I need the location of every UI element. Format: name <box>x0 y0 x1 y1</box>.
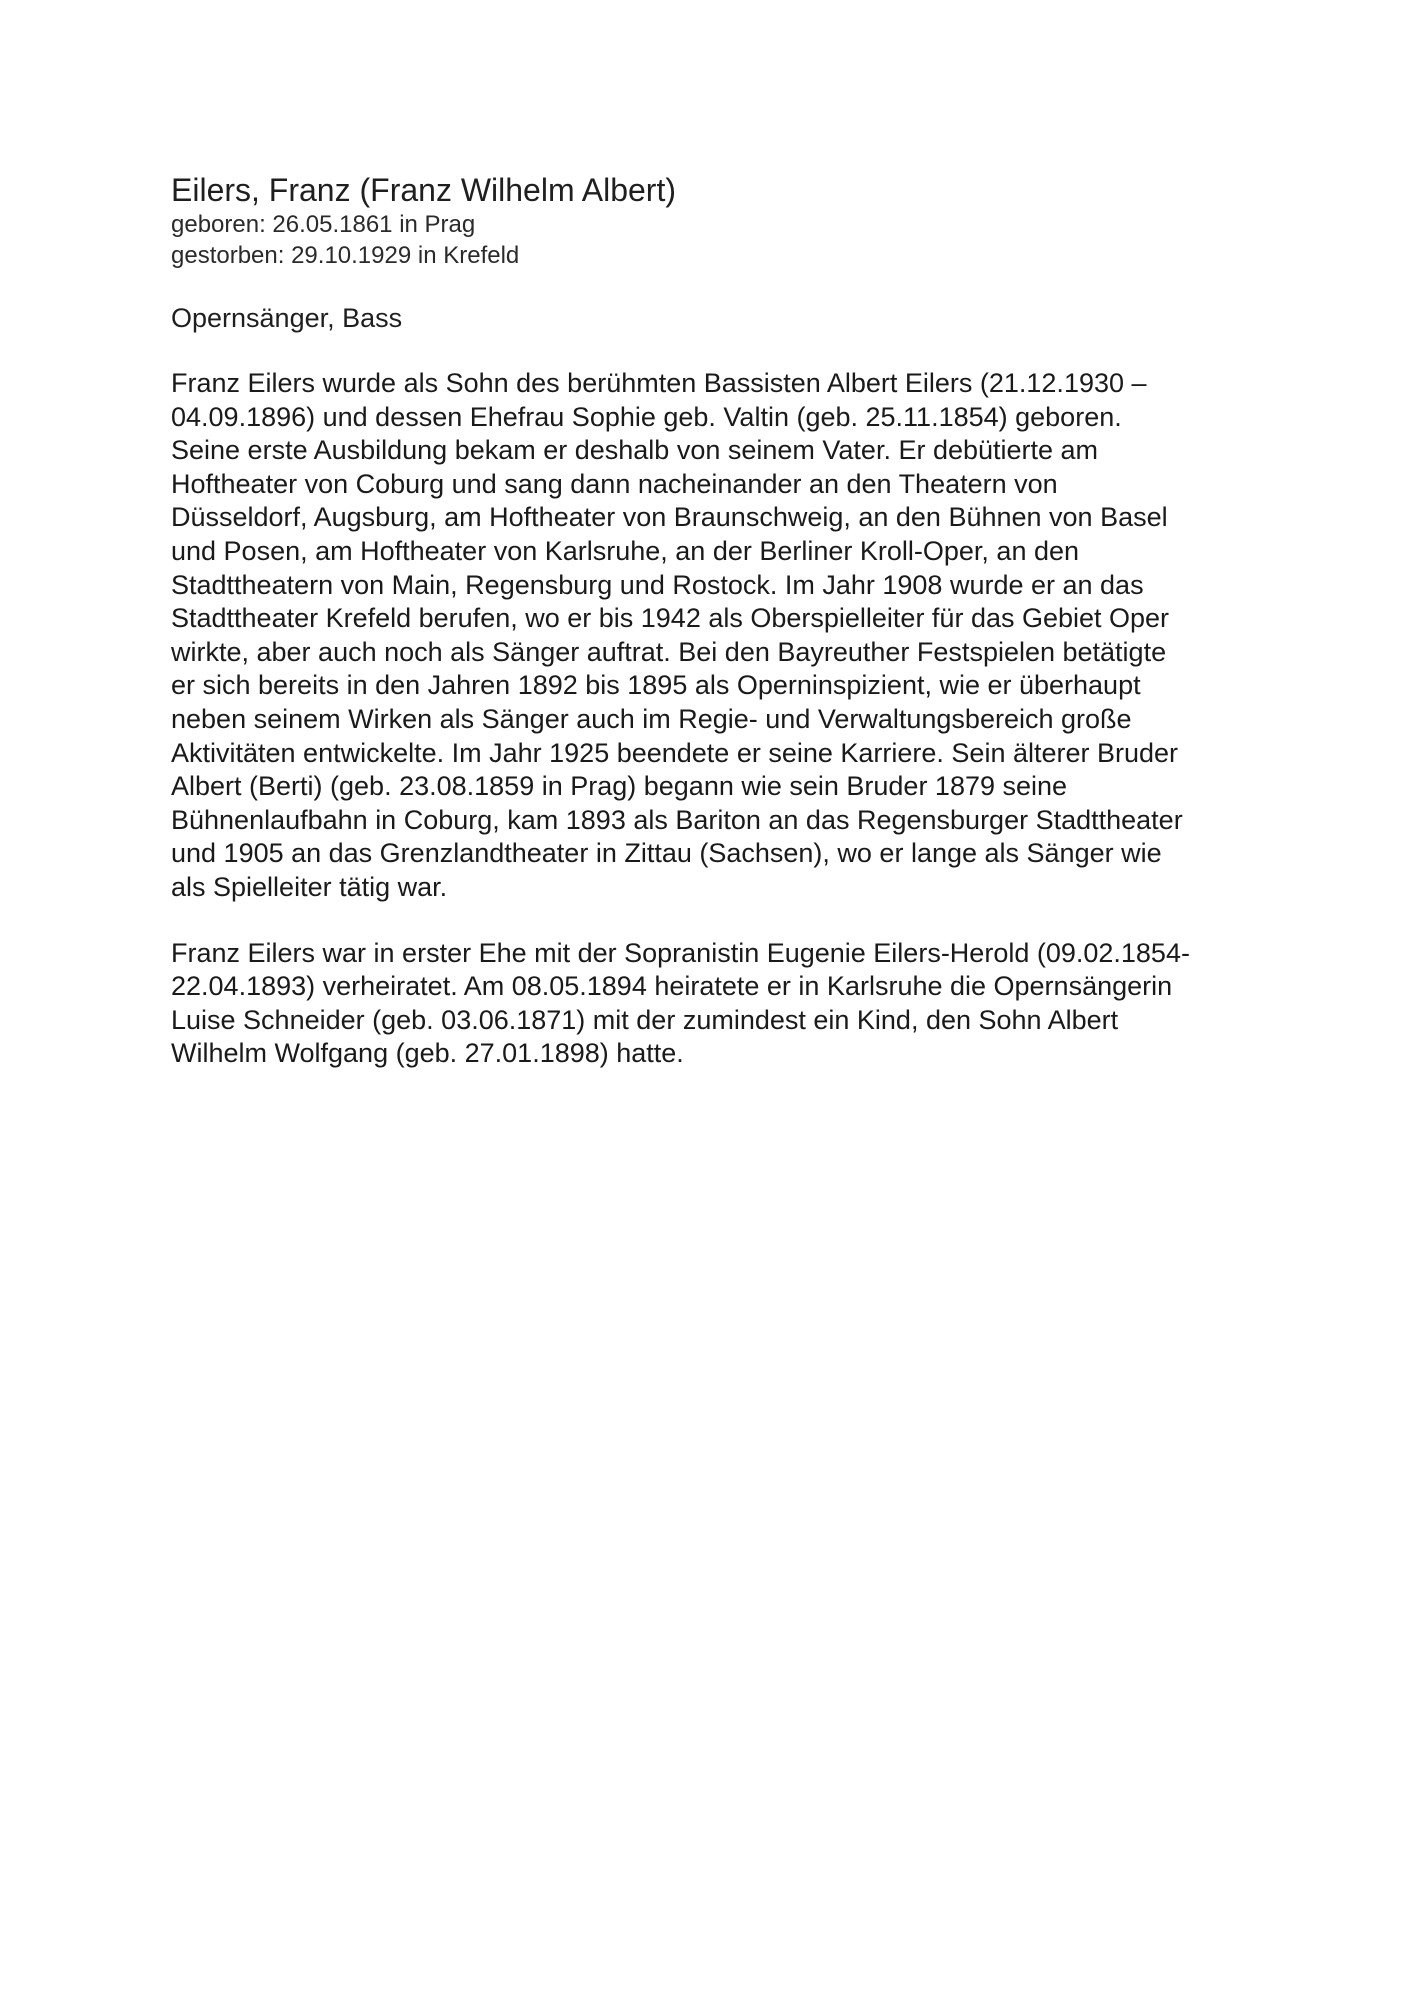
text-line: als Spielleiter tätig war. <box>171 871 448 902</box>
text-line: 22.04.1893) verheiratet. Am 08.05.1894 heiratete er in Karlsruhe die Opernsängerin <box>171 971 1173 1002</box>
text-line: Stadttheater Krefeld berufen, wo er bis 1942 als Oberspielleiter für das Gebiet Oper <box>171 603 1170 634</box>
text-line: neben seinem Wirken als Sänger auch im Regie- und Verwaltungsbereich große <box>171 703 1132 734</box>
text-line: 04.09.1896) und dessen Ehefrau Sophie geb. Valtin (geb. 25.11.1854) geboren. <box>171 401 1122 432</box>
entry-title: Eilers, Franz (Franz Wilhelm Albert) <box>171 172 676 208</box>
text-line: Franz Eilers war in erster Ehe mit der Sopranistin Eugenie Eilers-Herold (09.02.1854- <box>171 937 1190 968</box>
text-line: und 1905 an das Grenzlandtheater in Zittau (Sachsen), wo er lange als Sänger wie <box>171 838 1162 869</box>
text-line: Stadttheatern von Main, Regensburg und Rostock. Im Jahr 1908 wurde er an das <box>171 569 1144 600</box>
birth-info: geboren: 26.05.1861 in Prag <box>171 211 476 238</box>
text-line: Bühnenlaufbahn in Coburg, kam 1893 als Bariton an das Regensburger Stadttheater <box>171 804 1183 835</box>
text-line: er sich bereits in den Jahren 1892 bis 1895 als Operninspizient, wie er überhaupt <box>171 670 1141 701</box>
biography-paragraph-1 <box>171 367 1261 905</box>
text-line: wirkte, aber auch noch als Sänger auftrat. Bei den Bayreuther Festspielen betätigte <box>171 636 1167 667</box>
text-line: Luise Schneider (geb. 03.06.1871) mit der zumindest ein Kind, den Sohn Albert <box>171 1004 1119 1035</box>
text-line: und Posen, am Hoftheater von Karlsruhe, an der Berliner Kroll-Oper, an den <box>171 535 1080 566</box>
biography-paragraph-2 <box>171 937 1261 1071</box>
text-line: Franz Eilers wurde als Sohn des berühmten Bassisten Albert Eilers (21.12.1930 – <box>171 368 1147 398</box>
text-line: Wilhelm Wolfgang (geb. 27.01.1898) hatte. <box>171 1038 684 1069</box>
text-line: Aktivitäten entwickelte. Im Jahr 1925 beendete er seine Karriere. Sein älterer Bruder <box>171 737 1179 768</box>
text-line: Düsseldorf, Augsburg, am Hoftheater von Braunschweig, an den Bühnen von Basel <box>171 502 1168 533</box>
text-line: Seine erste Ausbildung bekam er deshalb von seinem Vater. Er debütierte am <box>171 435 1099 466</box>
profession: Opernsänger, Bass <box>171 303 403 333</box>
death-info: gestorben: 29.10.1929 in Krefeld <box>171 242 520 269</box>
text-line: Albert (Berti) (geb. 23.08.1859 in Prag) begann wie sein Bruder 1879 seine <box>171 771 1068 802</box>
text-line: Hoftheater von Coburg und sang dann nacheinander an den Theatern von <box>171 468 1058 499</box>
biography-entry <box>171 171 1261 1071</box>
